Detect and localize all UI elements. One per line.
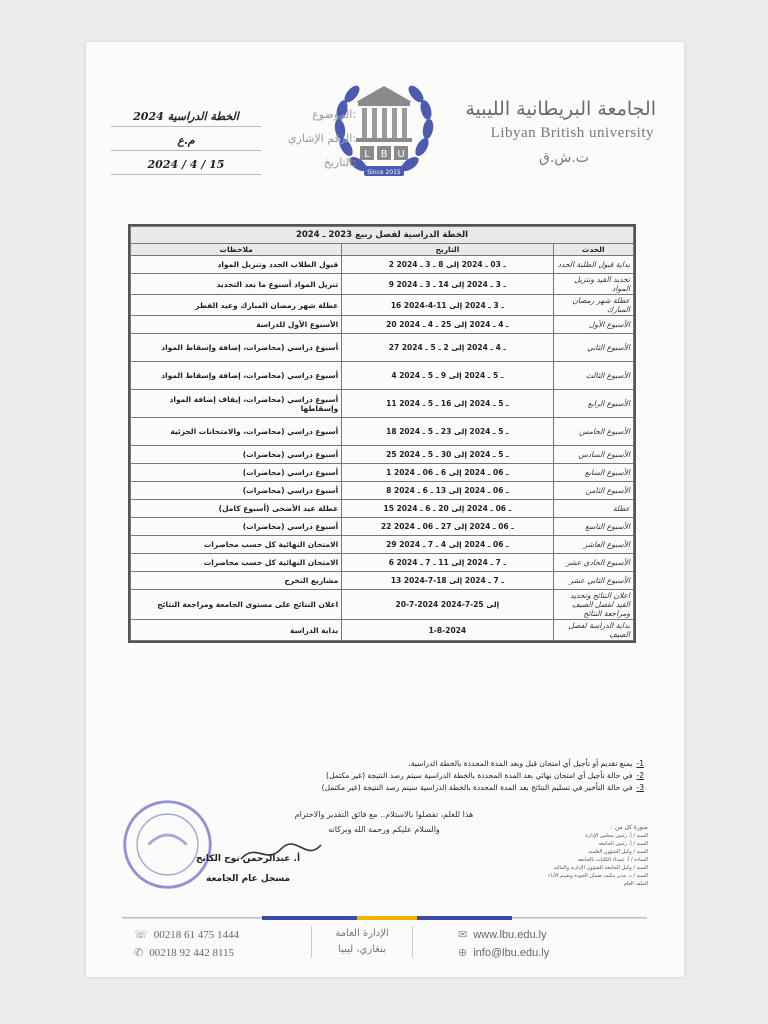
cell-event: الأسبوع السابع xyxy=(553,464,634,482)
note-number: 2- xyxy=(636,771,644,780)
subject-label: الموضوع: xyxy=(312,108,356,121)
cell-date: 1-8-2024 xyxy=(342,620,553,641)
note-item xyxy=(184,770,644,782)
footer-phone-2 xyxy=(134,946,234,959)
cell-note: الامتحان النهائية كل حسب محاضرات xyxy=(131,554,342,572)
cc-list xyxy=(498,824,648,888)
cc-item: السيد / وكيل الجامعة للشؤون الإدارية والمالية xyxy=(553,865,648,871)
whatsapp-icon: ✆ xyxy=(134,947,144,959)
cell-note: أسبوع دراسي (محاضرات) xyxy=(131,464,342,482)
table-row xyxy=(131,500,634,518)
cell-date: 9 ـ 3 ـ 2024 إلى 14 ـ 3 ـ 2024 xyxy=(342,274,553,295)
cell-note: أسبوع دراسي (محاضرات، إضافة وإسقاط المواد xyxy=(131,334,342,362)
university-name-english: Libyan British university xyxy=(490,125,654,141)
cc-item: السيد / أ. رئيس الجامعة xyxy=(598,841,648,847)
notes-list xyxy=(184,758,644,794)
table-body xyxy=(131,256,634,641)
phone-icon: ☏ xyxy=(134,929,148,941)
mail-icon: ✉ xyxy=(458,929,468,941)
header-date: التاريخ xyxy=(342,244,553,256)
table-row xyxy=(131,572,634,590)
subject-value: الخطة الدراسية 2024 xyxy=(111,108,261,127)
cell-date: 1 ـ 06 ـ 2024 إلى 6 ـ 06 ـ 2024 xyxy=(342,464,553,482)
cell-note: قبول الطلاب الجدد وتنزيل المواد xyxy=(131,256,342,274)
cell-date: 8 ـ 06 ـ 2024 إلى 13 ـ 6 ـ 2024 xyxy=(342,482,553,500)
official-stamp xyxy=(120,797,215,892)
table-row xyxy=(131,446,634,464)
logo-letter-l: L xyxy=(364,149,370,160)
reference-row xyxy=(86,132,386,152)
cell-note: تنزيل المواد أسبوع ما بعد التجديد xyxy=(131,274,342,295)
cell-event: الأسبوع الثالث xyxy=(553,362,634,390)
email-text: info@lbu.edu.ly xyxy=(473,947,550,959)
logo-letter-b: B xyxy=(380,149,388,160)
cell-note: الامتحان النهائية كل حسب محاضرات xyxy=(131,536,342,554)
cell-event: الأسبوع الثاني عشر xyxy=(553,572,634,590)
table-row xyxy=(131,536,634,554)
logo-letter-u: U xyxy=(397,149,405,160)
admin-line-1: الإدارة العامة xyxy=(335,928,389,939)
note-item xyxy=(184,782,644,794)
footer-divider xyxy=(122,914,647,922)
cell-date: 20 ـ 4 ـ 2024 إلى 25 ـ 4 ـ 2024 xyxy=(342,316,553,334)
table-row xyxy=(131,274,634,295)
cell-note: أسبوع دراسي (محاضرات، والامتحانات الجزئية xyxy=(131,418,342,446)
table-row xyxy=(131,554,634,572)
cell-event: الأسبوع التاسع xyxy=(553,518,634,536)
note-number: 3- xyxy=(636,783,644,792)
cell-note: أسبوع دراسي (محاضرات) xyxy=(131,482,342,500)
table-row xyxy=(131,590,634,620)
cc-item: الملف العام xyxy=(623,881,648,887)
table-row xyxy=(131,316,634,334)
phone-number: 00218 92 442 8115 xyxy=(149,947,235,959)
header-notes: ملاحظات xyxy=(131,244,342,256)
cell-date: 11 ـ 5 ـ 2024 إلى 16 ـ 5 ـ 2024 xyxy=(342,390,553,418)
table-row xyxy=(131,482,634,500)
cell-date: 29 ـ 06 ـ 2024 إلى 4 ـ 7 ـ 2024 xyxy=(342,536,553,554)
cell-note: أسبوع دراسي (محاضرات) xyxy=(131,518,342,536)
closing-line-2: والسلام عليكم ورحمة الله وبركاته xyxy=(328,825,440,834)
cell-event: الأسبوع الأول xyxy=(553,316,634,334)
note-text: في حالة تأجيل أي امتحان نهائي بعد المدة المحددة بالخطة الدراسية سيتم رصد النتيجة (غير مكتمل) xyxy=(326,771,633,780)
cell-note: أسبوع دراسي (محاضرات، إضافة وإسقاط المواد xyxy=(131,362,342,390)
globe-icon: ⊕ xyxy=(458,947,468,959)
cc-item: السادة / أ. عمداء الكليات بالجامعة xyxy=(577,857,648,863)
note-text: في حالة التأخير في تسليم النتائج بعد المدة المحددة بالخطة الدراسية سيتم رصد النتيجة (غير مكتمل) xyxy=(321,783,633,792)
header-event: الحدث xyxy=(553,244,634,256)
cell-event: الأسبوع الرابع xyxy=(553,390,634,418)
closing-text xyxy=(254,807,514,837)
cell-event: عطلة شهر رمضان المبارك xyxy=(553,295,634,316)
study-plan-table xyxy=(128,224,636,643)
cell-event: الأسبوع الخامس xyxy=(553,418,634,446)
table-row xyxy=(131,390,634,418)
phone-number: 00218 61 475 1444 xyxy=(153,929,240,941)
subject-row xyxy=(86,108,386,128)
table-row xyxy=(131,256,634,274)
cell-event: بداية الدراسة لفصل الصيف xyxy=(553,620,634,641)
table-row xyxy=(131,518,634,536)
date-value: 2024 / 4 / 15 xyxy=(111,156,261,175)
table-title: الخطة الدراسية لفصل ربيع 2023 ـ 2024 xyxy=(131,227,634,244)
cell-event: عطلة xyxy=(553,500,634,518)
cell-date: 16 ـ 3 ـ 2024 إلى 11-4-2024 xyxy=(342,295,553,316)
date-row xyxy=(86,156,386,176)
table-row xyxy=(131,620,634,641)
cc-item: السيد / أ. رئيس مجلس الإدارة xyxy=(585,833,648,839)
cell-date: 4 ـ 5 ـ 2024 إلى 9 ـ 5 ـ 2024 xyxy=(342,362,553,390)
cell-note: عطلة شهر رمضان المبارك وعيد الفطر xyxy=(131,295,342,316)
date-label: التاريخ: xyxy=(323,156,356,169)
table-row xyxy=(131,418,634,446)
signatory-name: أ. عبدالرحمن نوح الكانح xyxy=(196,854,301,864)
cell-event: الأسبوع العاشر xyxy=(553,536,634,554)
document-page xyxy=(86,42,684,977)
reference-value: م.ع xyxy=(111,132,261,151)
website-text: www.lbu.edu.ly xyxy=(473,929,547,941)
cell-note: الأسبوع الأول للدراسة xyxy=(131,316,342,334)
cell-date: 27 ـ 4 ـ 2024 إلى 2 ـ 5 ـ 2024 xyxy=(342,334,553,362)
university-name-arabic: الجامعة البريطانية الليبية xyxy=(465,98,656,120)
university-abbreviation: ت.ش.ق xyxy=(538,150,589,166)
cell-date: 13 ـ 7 ـ 2024 إلى 18-7-2024 xyxy=(342,572,553,590)
table-row xyxy=(131,464,634,482)
cell-date: 2 ـ 03 ـ 2024 إلى 8 ـ 3 ـ 2024 xyxy=(342,256,553,274)
cc-title: صورة كل من : xyxy=(610,824,648,831)
cell-date: 6 ـ 7 ـ 2024 إلى 11 ـ 7 ـ 2024 xyxy=(342,554,553,572)
cell-date: 18 ـ 5 ـ 2024 إلى 23 ـ 5 ـ 2024 xyxy=(342,418,553,446)
cell-date: 25 ـ 5 ـ 2024 إلى 30 ـ 5 ـ 2024 xyxy=(342,446,553,464)
cell-note: بداية الدراسة xyxy=(131,620,342,641)
cc-item: السيد / وكيل الشؤون العلمية xyxy=(588,849,648,855)
logo-since: Since 2015 xyxy=(367,169,401,176)
cc-item: السيد / د. مدير مكتب ضمان الجودة وتقييم الأداء xyxy=(548,873,648,879)
footer-phone-1 xyxy=(134,928,239,941)
footer-email[interactable] xyxy=(458,946,549,959)
cell-date: 15 ـ 06 ـ 2024 إلى 20 ـ 6 ـ 2024 xyxy=(342,500,553,518)
note-item xyxy=(184,758,644,770)
cell-event: الأسبوع الحادي عشر xyxy=(553,554,634,572)
cell-date: 22 ـ 06 ـ 2024 إلى 27 ـ 06 ـ 2024 xyxy=(342,518,553,536)
cell-event: تجديد القيد وتنزيل المواد xyxy=(553,274,634,295)
footer-admin xyxy=(311,926,413,958)
cell-note: أسبوع دراسي (محاضرات) xyxy=(131,446,342,464)
reference-label: الرقم الإشاري: xyxy=(287,132,356,145)
signatory-title: مسجل عام الجامعة xyxy=(206,874,291,884)
cell-note: مشاريع التخرج xyxy=(131,572,342,590)
cell-event: الأسبوع السادس xyxy=(553,446,634,464)
cell-event: اعلان النتائج وتجديد القيد لفصل الصيف ومراجعة النتائج xyxy=(553,590,634,620)
note-number: 1- xyxy=(636,759,644,768)
footer-website[interactable] xyxy=(458,928,547,941)
note-text: يمنع تقديم أو تأجيل أي امتحان قبل وبعد المدة المحددة بالخطة الدراسية. xyxy=(408,759,633,768)
admin-line-2: بنغازي، ليبيا xyxy=(338,944,386,955)
table-row xyxy=(131,295,634,316)
cell-event: الأسبوع الثامن xyxy=(553,482,634,500)
cell-note: أسبوع دراسي (محاضرات، إيقاف إضافة المواد وإسقاطها xyxy=(131,390,342,418)
cell-date: 20-7-2024 إلى 25-7-2024 xyxy=(342,590,553,620)
cell-event: الأسبوع الثاني xyxy=(553,334,634,362)
cell-event: بداية قبول الطلبة الجدد xyxy=(553,256,634,274)
cell-note: اعلان النتائج على مستوى الجامعة ومراجعة النتائج xyxy=(131,590,342,620)
table-row xyxy=(131,362,634,390)
cell-note: عطلة عيد الأضحى (أسبوع كامل) xyxy=(131,500,342,518)
closing-line-1: هذا للعلم، تفضلوا بالاستلام.. مع فائق التقدير والاحترام xyxy=(294,810,474,819)
table-row xyxy=(131,334,634,362)
